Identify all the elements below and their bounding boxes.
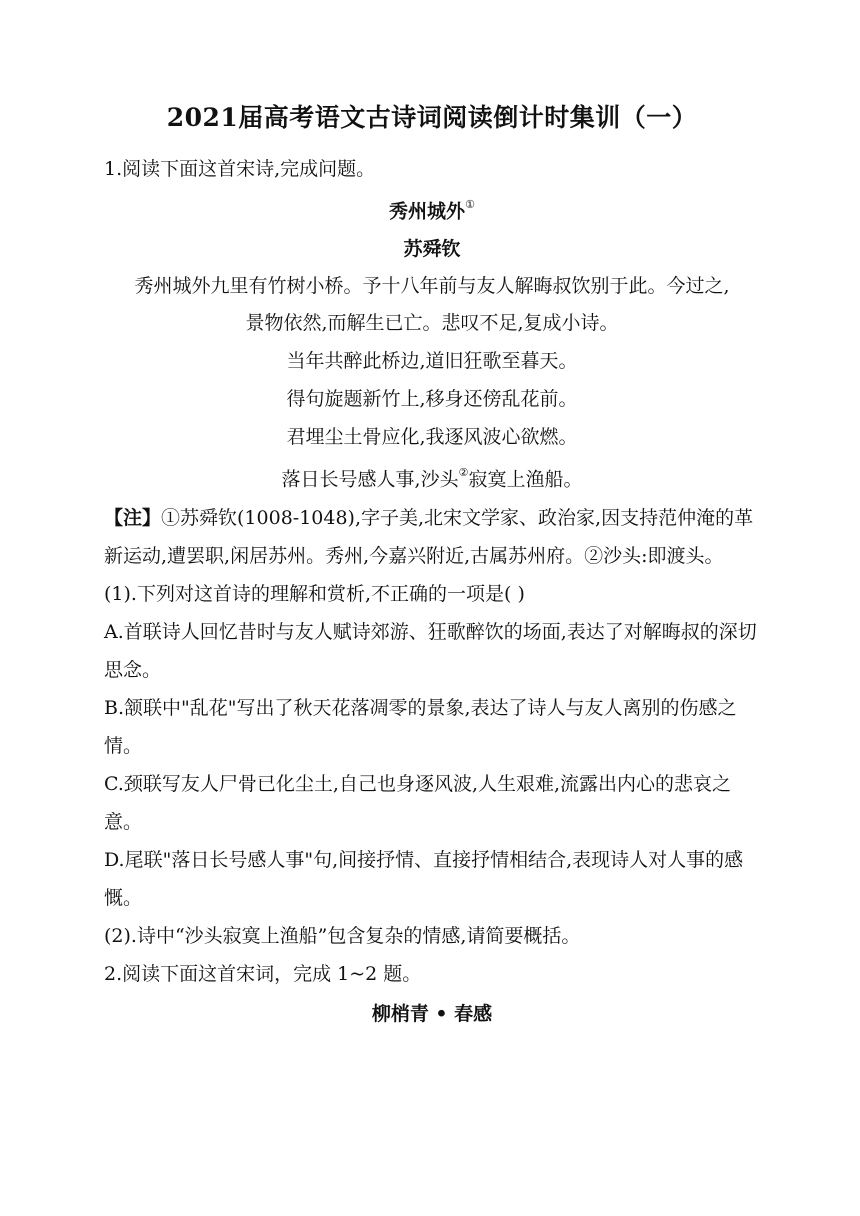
poem-line-1: 当年共醉此桥边,道旧狂歌至暮天。 <box>286 350 578 373</box>
footnote-marker-1: ① <box>465 198 475 211</box>
option-b: B.颔联中"乱花"写出了秋天花落凋零的景象,表达了诗人与友人离别的伤感之情。 <box>104 696 737 757</box>
question-2-intro: 2.阅读下面这首宋词，完成 1~2 题。 <box>104 962 422 985</box>
subquestion-2: (2).诗中“沙头寂寞上渔船”包含复杂的情感,请简要概括。 <box>104 924 581 947</box>
document-title: 2021届高考语文古诗词阅读倒计时集训（一） <box>166 103 698 132</box>
footnote-marker-2: ② <box>458 466 469 480</box>
poem-line-3: 君埋尘土骨应化,我逐风波心欲燃。 <box>286 426 578 449</box>
document-page <box>104 96 760 1033</box>
poem-preface-line-1: 秀州城外九里有竹树小桥。予十八年前与友人解晦叔饮别于此。今过之, <box>134 275 730 298</box>
poem-line-4-part-1: 落日长号感人事,沙头 <box>281 468 459 491</box>
poem-line-2: 得句旋题新竹上,移身还傍乱花前。 <box>286 388 578 411</box>
option-a: A.首联诗人回忆昔时与友人赋诗郊游、狂歌醉饮的场面,表达了对解晦叔的深切思念。 <box>104 620 757 681</box>
poem-author: 苏舜钦 <box>403 238 461 261</box>
poem-line-4-part-2: 寂寞上渔船。 <box>468 468 583 491</box>
poem-preface-line-2: 景物依然,而解生已亡。悲叹不足,复成小诗。 <box>245 312 619 335</box>
subquestion-1: (1).下列对这首诗的理解和赏析,不正确的一项是( ) <box>104 582 525 605</box>
ci-title: 柳梢青 • 春感 <box>371 1002 493 1025</box>
poem-notes <box>104 499 760 575</box>
poem-title-text: 秀州城外 <box>389 200 466 223</box>
question-1-intro: 1.阅读下面这首宋诗,完成问题。 <box>104 158 376 180</box>
option-c: C.颈联写友人尸骨已化尘土,自己也身逐风波,人生艰难,流露出内心的悲哀之意。 <box>104 772 732 833</box>
option-d: D.尾联"落日长号感人事"句,间接抒情、直接抒情相结合,表现诗人对人事的感慨。 <box>104 848 744 909</box>
notes-label: 【注】 <box>104 506 162 529</box>
poem-title <box>104 188 760 230</box>
poem-line-4 <box>104 456 760 498</box>
notes-text: ①苏舜钦(1008-1048),字子美,北宋文学家、政治家,因支持范仲淹的革新运动,遭罢职,闲居苏州。秀州,今嘉兴附近,古属苏州府。②沙头:即渡头。 <box>104 506 754 567</box>
